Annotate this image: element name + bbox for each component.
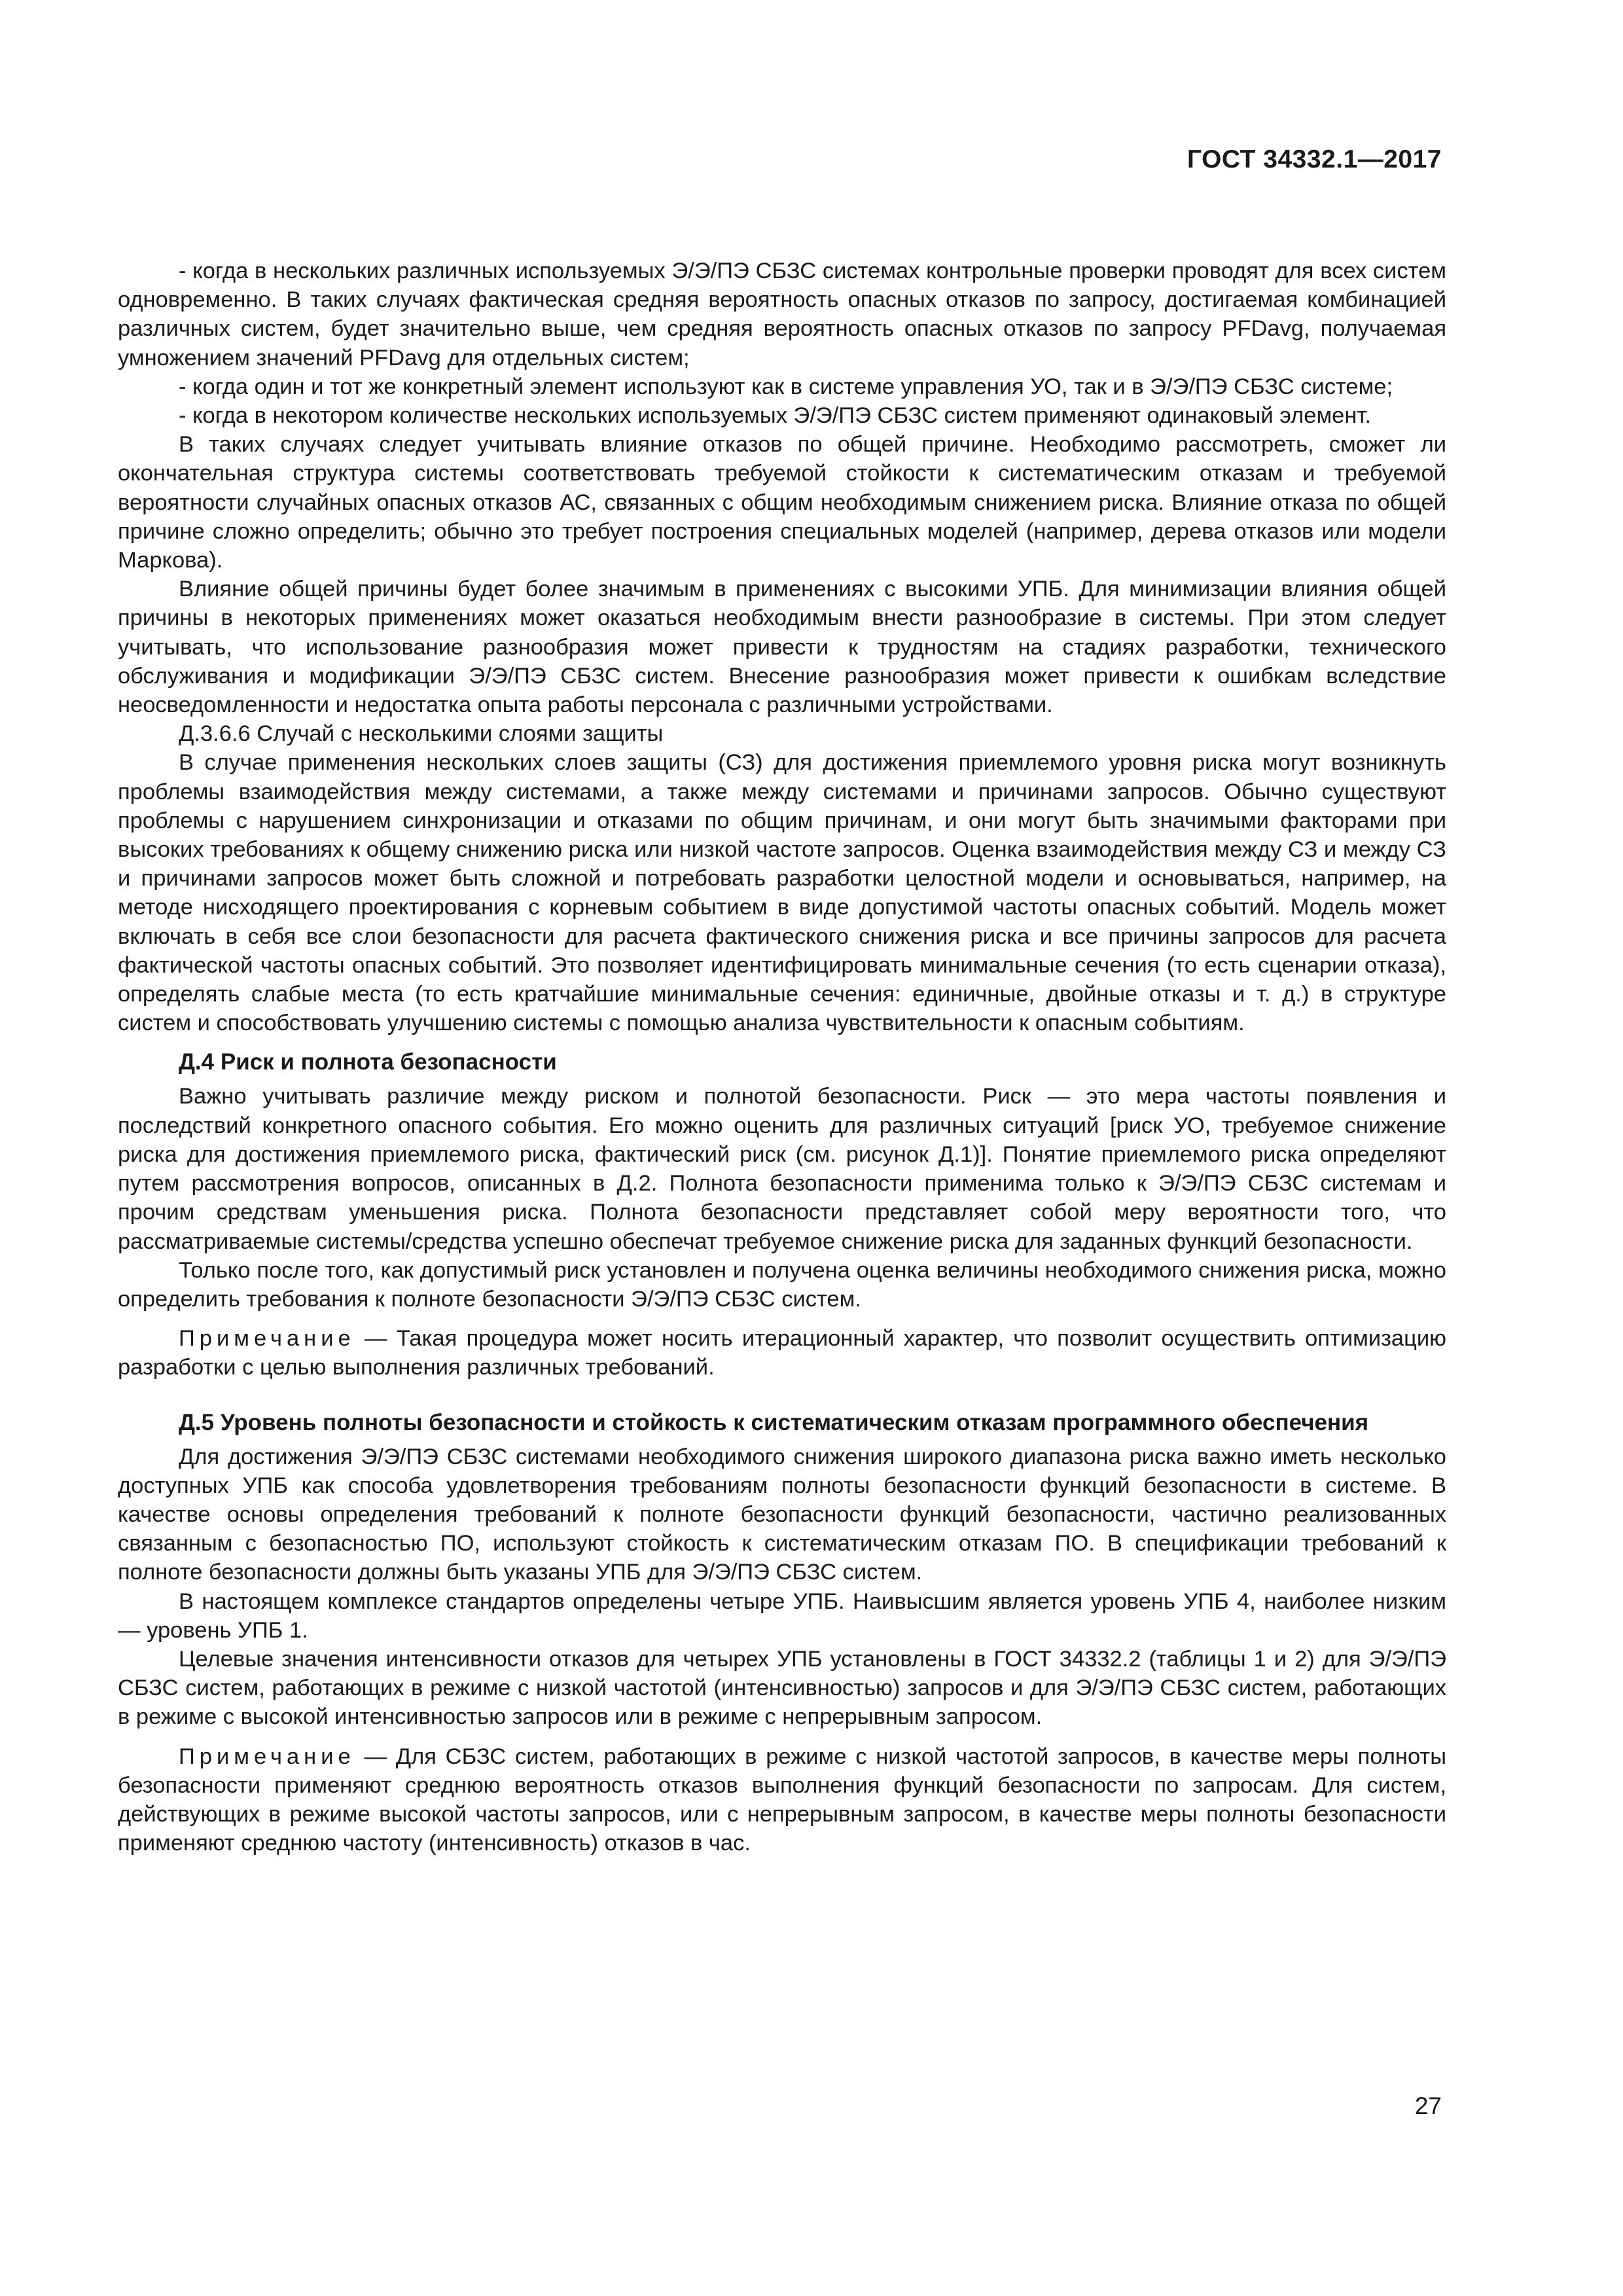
note-text: — Для СБЗС систем, работающих в режиме с низкой частотой запросов, в качестве меры полноты безопасности применяют среднюю вероятность отказов выполнения функций безопасности по запросам. Для систем, действующих в режиме высокой частоты запросов, или с непрерывным запросом, в качестве меры полноты безопасности применяют среднюю частоту (интенсивность) отказов в час.: [118, 1744, 1446, 1856]
paragraph-four-sil: В настоящем комплексе стандартов определены четыре УПБ. Наивысшим является уровень УПБ 4, наиболее низким — уровень УПБ 1.: [118, 1588, 1446, 1643]
paragraph-protection-layers: В случае применения нескольких слоев защиты (СЗ) для достижения приемлемого уровня риска могут возникнуть проблемы взаимодействия между системами, а также между системами и причинами запросов. Обычно существуют проблемы с нарушением синхронизации и отказами по общим причинам, и они могут быть значимыми факторами при высоких требованиях к общему снижению риска или низкой частоте запросов. Оценка взаимодействия между СЗ и между СЗ и причинами запросов может быть сложной и потребовать разработки целостной модели и основываться, например, на методе нисходящего проектирования с корневым событием в виде допустимой частоты опасных событий. Модель может включать в себя все слои безопасности для расчета фактического снижения риска и все причины запросов для расчета фактической частоты опасных событий. Это позволяет идентифицировать минимальные сечения (то есть сценарии отказа), определять слабые места (то есть кратчайшие минимальные сечения: единичные, двойные отказы и т. д.) в структуре систем и способствовать улучшению системы с помощью анализа чувствительности к опасным событиям.: [118, 750, 1446, 1036]
note-iterative: [118, 1324, 1446, 1382]
list-item-same-element: - когда в некотором количестве нескольких используемых Э/Э/ПЭ СБЗС систем применяют одинаковый элемент.: [179, 403, 1371, 429]
section-heading-d4: Д.4 Риск и полнота безопасности: [179, 1049, 557, 1075]
note-text: — Такая процедура может носить итерационный характер, что позволит осуществить оптимизацию разработки с целью выполнения различных требований.: [118, 1326, 1446, 1380]
note-label: Примечание: [179, 1326, 355, 1352]
document-body: [118, 257, 1446, 1857]
subsection-title-d366: Д.3.6.6 Случай с несколькими слоями защиты: [179, 721, 664, 747]
paragraph-sil-range: Для достижения Э/Э/ПЭ СБЗС системами необходимого снижения широкого диапазона риска важно иметь несколько доступных УПБ как способа удовлетворения требованиям полноты безопасности функций безопасности в системе. В качестве основы определения требований к полноте безопасности функций безопасности, частично реализованных связанным с безопасностью ПО, используют стойкость к систематическим отказам ПО. В спецификации требований к полноте безопасности должны быть указаны УПБ для Э/Э/ПЭ СБЗС систем.: [118, 1444, 1446, 1585]
paragraph-common-cause: В таких случаях следует учитывать влияние отказов по общей причине. Необходимо рассмотреть, сможет ли окончательная структура системы соответствовать требуемой стойкости к систематическим отказам и требуемой вероятности случайных опасных отказов АС, связанных с общим необходимым снижением риска. Влияние отказа по общей причине сложно определить; обычно это требует построения специальных моделей (например, дерева отказов или модели Маркова).: [118, 432, 1446, 573]
note-label: Примечание: [179, 1744, 355, 1769]
list-item-simultaneous-checks: - когда в нескольких различных используемых Э/Э/ПЭ СБЗС системах контрольные проверки проводят для всех систем одновременно. В таких случаях фактическая средняя вероятность опасных отказов по запросу, достигаемая комбинацией различных систем, будет значительно выше, чем средняя вероятность опасных отказов по запросу PFDavg, получаемая умножением значений PFDavg для отдельных систем;: [118, 259, 1446, 370]
note-low-demand: [118, 1742, 1446, 1858]
paragraph-diversity: Влияние общей причины будет более значимым в применениях с высокими УПБ. Для минимизации влияния общей причины в некоторых применениях может оказаться необходимым внести разнообразие в системы. При этом следует учитывать, что использование разнообразия может привести к трудностям на стадиях разработки, технического обслуживания и модификации Э/Э/ПЭ СБЗС систем. Внесение разнообразия может привести к ошибкам вследствие неосведомленности и недостатка опыта работы персонала с различными устройствами.: [118, 577, 1446, 718]
paragraph-risk-vs-integrity: Важно учитывать различие между риском и полнотой безопасности. Риск — это мера частоты появления и последствий конкретного опасного события. Его можно оценить для различных ситуаций [риск УО, требуемое снижение риска для достижения приемлемого риска, фактический риск (см. рисунок Д.1)]. Понятие приемлемого риска определяют путем рассмотрения вопросов, описанных в Д.2. Полнота безопасности применима только к Э/Э/ПЭ СБЗС системам и прочим средствам уменьшения риска. Полнота безопасности представляет собой меру вероятности того, что рассматриваемые системы/средства успешно обеспечат требуемое снижение риска для заданных функций безопасности.: [118, 1084, 1446, 1254]
paragraph-target-failure: Целевые значения интенсивности отказов для четырех УПБ установлены в ГОСТ 34332.2 (таблицы 1 и 2) для Э/Э/ПЭ СБЗС систем, работающих в режиме с низкой частотой (интенсивностью) запросов и для Э/Э/ПЭ СБЗС систем, работающих в режиме с высокой интенсивностью запросов или в режиме с непрерывным запросом.: [118, 1646, 1446, 1730]
page-number: 27: [1414, 2092, 1442, 2119]
standard-header: ГОСТ 34332.1—2017: [1186, 145, 1442, 173]
section-heading-d5: Д.5 Уровень полноты безопасности и стойкость к систематическим отказам программного обеспечения: [179, 1409, 1369, 1435]
list-item-shared-element: - когда один и тот же конкретный элемент используют как в системе управления УО, так и в Э/Э/ПЭ СБЗС системе;: [179, 374, 1393, 399]
paragraph-tolerable-risk: Только после того, как допустимый риск установлен и получена оценка величины необходимого снижения риска, можно определить требования к полноте безопасности Э/Э/ПЭ СБЗС систем.: [118, 1257, 1446, 1312]
